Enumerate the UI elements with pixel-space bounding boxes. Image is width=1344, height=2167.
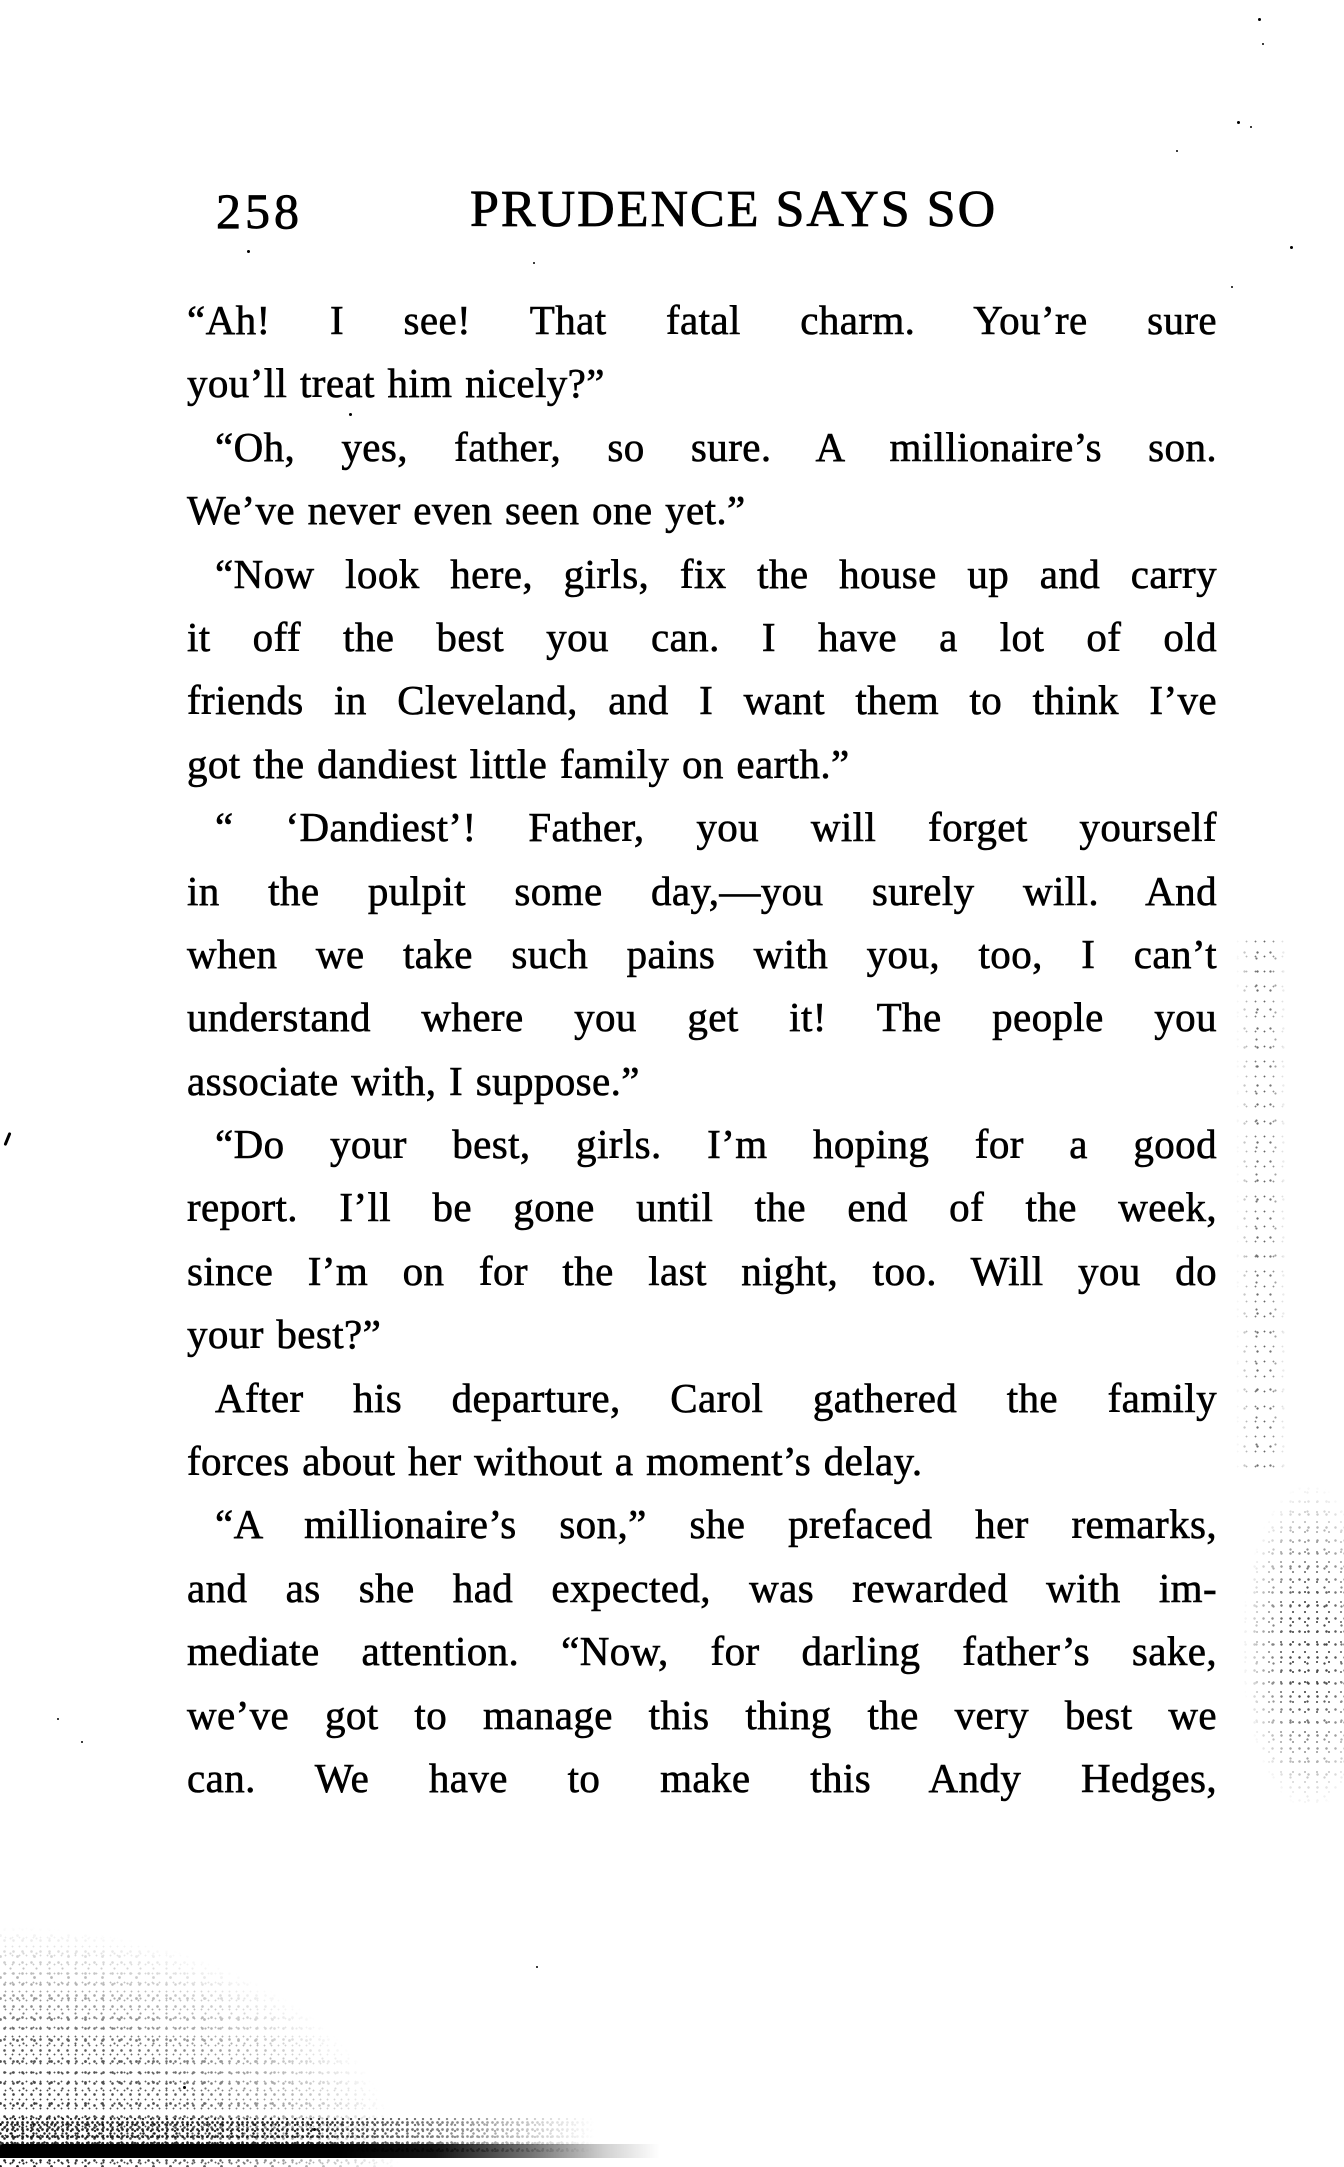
text-line: “Now look here, girls, fix the house up and carry xyxy=(215,550,1217,597)
text-line: “ ‘Dandiest’! Father, you will forget yourself xyxy=(215,804,1217,851)
page-number: 258 xyxy=(216,183,303,239)
scan-speck xyxy=(1258,18,1261,21)
scan-speck xyxy=(81,1741,83,1743)
text-line: got the dandiest little family on earth.” xyxy=(187,740,850,787)
text-line: We’ve never even seen one yet.” xyxy=(187,487,746,534)
scan-noise-right-margin xyxy=(1236,940,1286,1470)
text-line: mediate attention. “Now, for darling father’s sake, xyxy=(187,1628,1217,1675)
scan-noise-right-lower xyxy=(1222,1480,1344,1850)
text-line: After his departure, Carol gathered the family xyxy=(215,1374,1217,1421)
text-line: in the pulpit some day,—you surely will. And xyxy=(187,867,1217,914)
text-line: when we take such pains with you, too, I can’t xyxy=(187,930,1217,977)
scan-speck xyxy=(536,1966,538,1968)
text-line: it off the best you can. I have a lot of old xyxy=(187,613,1217,660)
text-line: associate with, I suppose.” xyxy=(187,1057,640,1104)
scan-speck xyxy=(533,262,535,264)
text-line: “Ah! I see! That fatal charm. You’re sure xyxy=(187,297,1217,343)
scan-speck xyxy=(183,2086,186,2089)
scan-speck xyxy=(1250,126,1252,128)
scan-speck xyxy=(1237,121,1240,124)
text-line: forces about her without a moment’s delay. xyxy=(187,1438,923,1485)
scan-smudge-band xyxy=(0,2144,680,2158)
text-line: since I’m on for the last night, too. Will you do xyxy=(187,1247,1217,1294)
scan-speck xyxy=(1290,246,1293,249)
scan-speck xyxy=(1176,150,1178,152)
scan-speck xyxy=(1231,286,1233,288)
text-line: understand where you get it! The people you xyxy=(187,994,1217,1041)
scan-speck xyxy=(247,250,250,253)
text-line: can. We have to make this Andy Hedges, xyxy=(187,1754,1217,1801)
scan-smudge-fuzz xyxy=(0,2118,620,2152)
running-title: PRUDENCE SAYS SO xyxy=(470,181,998,238)
text-line: and as she had expected, was rewarded with im- xyxy=(187,1564,1217,1611)
scan-noise-bottom-left-cloud xyxy=(0,1880,440,2167)
text-line: “Oh, yes, father, so sure. A millionaire’s son. xyxy=(215,423,1217,470)
page-text xyxy=(187,289,1217,1810)
text-line: “A millionaire’s son,” she prefaced her remarks, xyxy=(215,1501,1217,1548)
text-line: your best?” xyxy=(187,1311,382,1358)
text-line: report. I’ll be gone until the end of the week, xyxy=(187,1184,1217,1231)
scan-speck xyxy=(1262,43,1264,45)
scan-speck xyxy=(3,1132,11,1146)
text-line: “Do your best, girls. I’m hoping for a good xyxy=(215,1121,1217,1168)
text-line: friends in Cleveland, and I want them to think I’ve xyxy=(187,677,1217,724)
scan-speck xyxy=(313,2128,316,2131)
text-line: you’ll treat him nicely?” xyxy=(187,360,605,407)
text-line: we’ve got to manage this thing the very best we xyxy=(187,1691,1217,1738)
scan-speck xyxy=(57,1718,59,1720)
